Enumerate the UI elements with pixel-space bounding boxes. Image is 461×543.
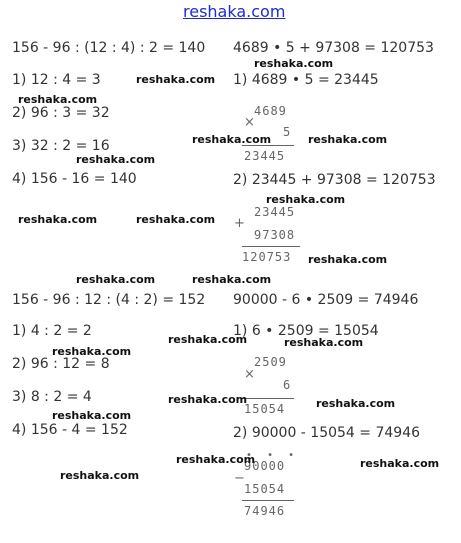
problem1-left-step-3: 3) 32 : 2 = 16 [12, 138, 110, 154]
watermark: reshaka.com [52, 345, 132, 358]
p1-add-operand2: 97308 [254, 228, 296, 242]
p1-add-result: 120753 [242, 250, 292, 264]
watermark: reshaka.com [76, 273, 156, 286]
watermark: reshaka.com [266, 193, 346, 206]
problem1-right-expression: 4689 • 5 + 97308 = 120753 [233, 40, 434, 56]
problem1-left-step-4: 4) 156 - 16 = 140 [12, 171, 137, 187]
watermark: reshaka.com [136, 73, 216, 86]
p2-mult-rule [242, 398, 294, 399]
problem2-left-step-4: 4) 156 - 4 = 152 [12, 422, 128, 438]
watermark: reshaka.com [76, 153, 156, 166]
p1-mult-result: 23445 [244, 149, 286, 163]
watermark: reshaka.com [316, 397, 396, 410]
p2-mult-operand2: 6 [283, 378, 292, 392]
watermark: reshaka.com [52, 409, 132, 422]
p2-sub-operand1: 90000 [244, 459, 286, 473]
problem1-left-step-2: 2) 96 : 3 = 32 [12, 105, 110, 121]
watermark: reshaka.com [192, 133, 272, 146]
p1-mult-operand2: 5 [283, 125, 292, 139]
watermark: reshaka.com [284, 336, 364, 349]
watermark: reshaka.com [176, 453, 256, 466]
problem2-left-expression: 156 - 96 : 12 : (4 : 2) = 152 [12, 292, 206, 308]
p1-add-operator: + [234, 216, 245, 231]
p2-sub-operator: − [234, 471, 245, 486]
watermark: reshaka.com [308, 253, 388, 266]
watermark: reshaka.com [254, 57, 334, 70]
problem2-right-step-1: 1) 6 • 2509 = 15054 [233, 323, 379, 339]
p1-mult-operator: × [244, 115, 255, 130]
watermark: reshaka.com [192, 273, 272, 286]
problem1-right-step-1: 1) 4689 • 5 = 23445 [233, 72, 379, 88]
problem2-right-expression: 90000 - 6 • 2509 = 74946 [233, 292, 419, 308]
p2-mult-result: 15054 [244, 402, 286, 416]
p1-add-operand1: 23445 [254, 205, 296, 219]
problem2-left-step-3: 3) 8 : 2 = 4 [12, 389, 92, 405]
p1-add-rule [242, 246, 300, 247]
site-logo[interactable]: reshaka.com [183, 2, 286, 21]
watermark: reshaka.com [168, 333, 248, 346]
p2-mult-operand1: 2509 [254, 355, 287, 369]
watermark: reshaka.com [18, 213, 98, 226]
watermark: reshaka.com [136, 213, 216, 226]
problem2-left-step-1: 1) 4 : 2 = 2 [12, 323, 92, 339]
watermark: reshaka.com [308, 133, 388, 146]
p2-sub-operand2: 15054 [244, 482, 286, 496]
watermark: reshaka.com [168, 393, 248, 406]
p2-sub-rule [242, 500, 294, 501]
watermark: reshaka.com [360, 457, 440, 470]
problem2-right-step-2: 2) 90000 - 15054 = 74946 [233, 425, 421, 441]
watermark: reshaka.com [18, 93, 98, 106]
problem1-left-step-1: 1) 12 : 4 = 3 [12, 72, 101, 88]
problem1-left-expression: 156 - 96 : (12 : 4) : 2 = 140 [12, 40, 206, 56]
watermark: reshaka.com [60, 469, 140, 482]
p1-mult-operand1: 4689 [254, 104, 287, 118]
problem1-right-step-2: 2) 23445 + 97308 = 120753 [233, 172, 436, 188]
borrow-dots: • • • [246, 450, 301, 461]
p2-sub-result: 74946 [244, 504, 286, 518]
p2-mult-operator: × [244, 367, 255, 382]
problem2-left-step-2: 2) 96 : 12 = 8 [12, 356, 110, 372]
